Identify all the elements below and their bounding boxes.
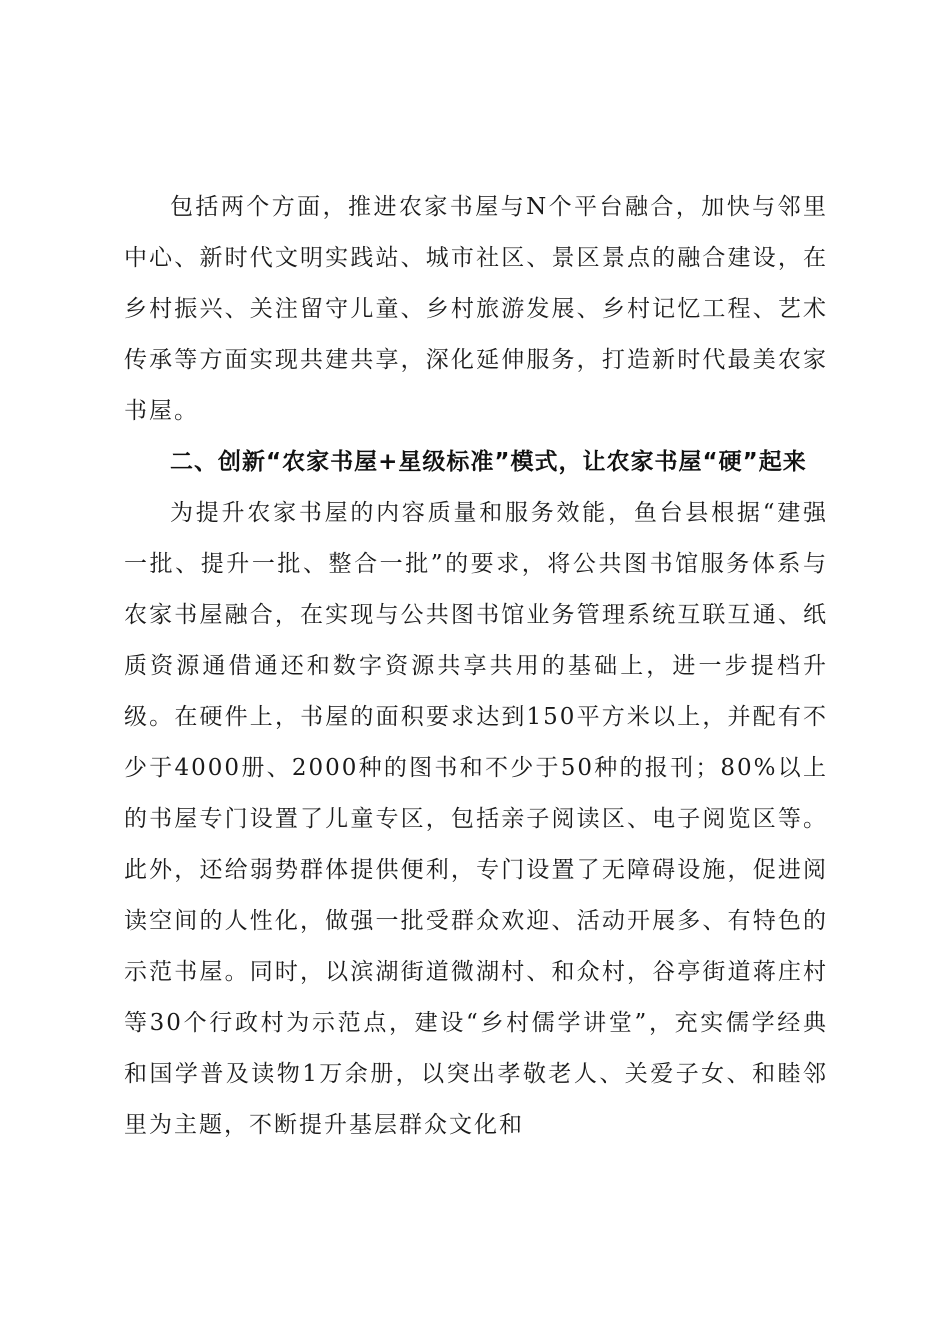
- paragraph-intro: 包括两个方面，推进农家书屋与N个平台融合，加快与邻里中心、新时代文明实践站、城市社区、景区景点的融合建设，在乡村振兴、关注留守儿童、乡村旅游发展、乡村记忆工程、艺术传承等方面实现共建共享，深化延伸服务，打造新时代最美农家书屋。: [124, 194, 828, 424]
- paragraph-body: 为提升农家书屋的内容质量和服务效能，鱼台县根据“建强一批、提升一批、整合一批”的要求，将公共图书馆服务体系与农家书屋融合，在实现与公共图书馆业务管理系统互联互通、纸质资源通借通还和数字资源共享共用的基础上，进一步提档升级。在硬件上，书屋的面积要求达到150平方米以上，并配有不少于4000册、2000种的图书和不少于50种的报刊；80%以上的书屋专门设置了儿童专区，包括亲子阅读区、电子阅览区等。此外，还给弱势群体提供便利，专门设置了无障碍设施，促进阅读空间的人性化，做强一批受群众欢迎、活动开展多、有特色的示范书屋。同时，以滨湖街道微湖村、和众村，谷亭街道蒋庄村等30个行政村为示范点，建设“乡村儒学讲堂”，充实儒学经典和国学普及读物1万余册，以突出孝敬老人、关爱子女、和睦邻里为主题，不断提升基层群众文化和: [124, 500, 828, 1138]
- section-heading: 二、创新“农家书屋+星级标准”模式，让农家书屋“硬”起来: [170, 449, 807, 475]
- document-body: [124, 182, 828, 1151]
